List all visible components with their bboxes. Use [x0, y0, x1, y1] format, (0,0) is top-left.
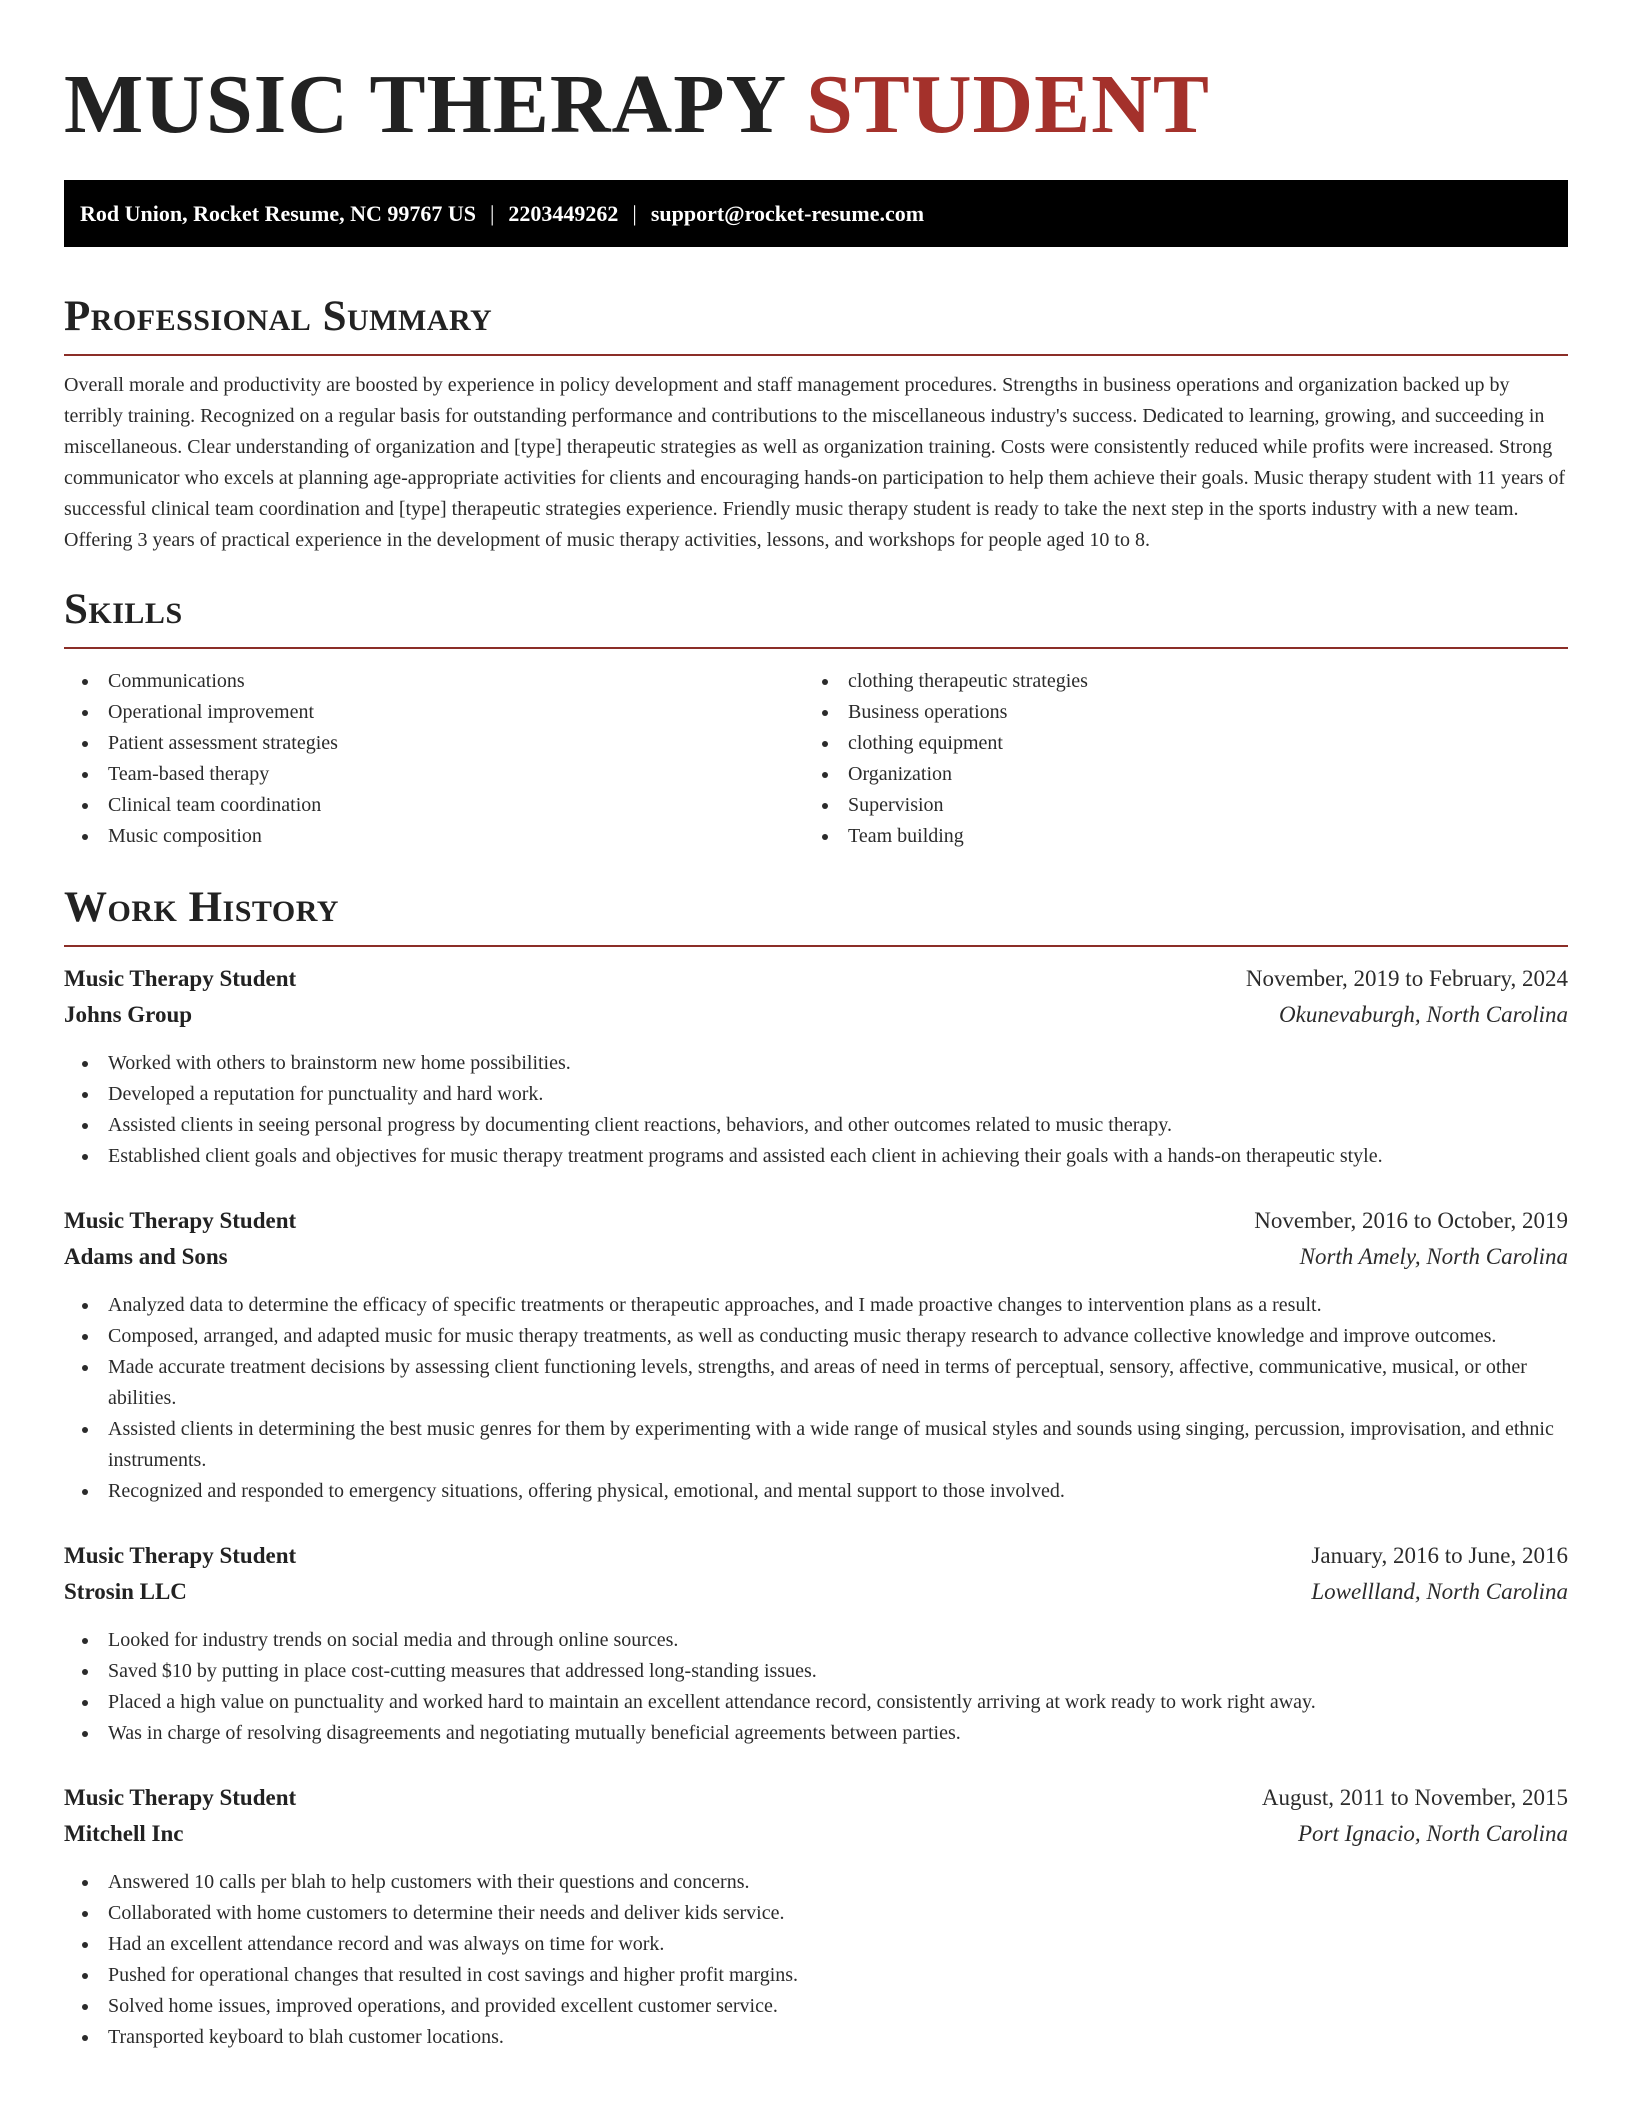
- job-header-row: [64, 1785, 1568, 1821]
- skill-item: Team-based therapy: [64, 759, 804, 790]
- skill-item: Communications: [64, 666, 804, 697]
- job-entry: [64, 1208, 1568, 1507]
- resume-name: [64, 0, 1568, 154]
- job-bullet: Assisted clients in determining the best music genres for them by experimenting with a wide range of musical styles and sounds using singing, percussion, improvisation, and ethnic instruments.: [64, 1414, 1568, 1476]
- contact-separator: |: [632, 201, 637, 226]
- job-title: Music Therapy Student: [64, 1543, 297, 1568]
- job-title: Music Therapy Student: [64, 1208, 297, 1233]
- section-title-skills: Skills: [64, 586, 183, 633]
- skill-item: clothing equipment: [804, 728, 1544, 759]
- job-dates: November, 2016 to October, 2019: [1254, 1208, 1568, 1233]
- job-bullet: Was in charge of resolving disagreements and negotiating mutually beneficial agreements between parties.: [64, 1718, 1568, 1749]
- summary-text: Overall morale and productivity are boosted by experience in policy development and staff management procedures. Strengths in business operations and organization backed up by terribly training. Recognized on a regular basis for outstanding performance and contributions to the miscellaneous industry's success. Dedicated to learning, growing, and succeeding in miscellaneous. Clear understanding of organization and [type] therapeutic strategies as well as organization training. Costs were consistently reduced while profits were increased. Strong communicator who excels at planning age-appropriate activities for clients and encouraging hands-on participation to help them achieve their goals. Music therapy student with 11 years of successful clinical team coordination and [type] therapeutic strategies experience. Friendly music therapy student is ready to take the next step in the sports industry with a new team. Offering 3 years of practical experience in the development of music therapy activities, lessons, and workshops for people aged 10 to 8.: [64, 374, 1566, 551]
- skills-columns: [64, 666, 1568, 852]
- job-bullet: Established client goals and objectives for music therapy treatment programs and assisted each client in achieving their goals with a hands-on therapeutic style.: [64, 1141, 1568, 1172]
- job-entry: [64, 1543, 1568, 1749]
- job-bullet: Analyzed data to determine the efficacy of specific treatments or therapeutic approaches, and I made proactive changes to intervention plans as a result.: [64, 1290, 1568, 1321]
- skill-item: Clinical team coordination: [64, 790, 804, 821]
- job-bullet: Had an excellent attendance record and was always on time for work.: [64, 1929, 1568, 1960]
- contact-address: Rod Union, Rocket Resume, NC 99767 US: [80, 201, 477, 226]
- job-bullet: Collaborated with home customers to determine their needs and deliver kids service.: [64, 1898, 1568, 1929]
- name-first: MUSIC THERAPY: [64, 58, 785, 151]
- section-divider: [64, 945, 1568, 947]
- job-dates: January, 2016 to June, 2016: [1311, 1543, 1568, 1568]
- skill-item: Supervision: [804, 790, 1544, 821]
- job-bullet: Assisted clients in seeing personal progress by documenting client reactions, behaviors, and other outcomes related to music therapy.: [64, 1110, 1568, 1141]
- job-company-row: [64, 1579, 1568, 1615]
- skill-item: Patient assessment strategies: [64, 728, 804, 759]
- job-bullet: Developed a reputation for punctuality and hard work.: [64, 1079, 1568, 1110]
- job-location: North Amely, North Carolina: [1299, 1244, 1568, 1269]
- job-dates: August, 2011 to November, 2015: [1261, 1785, 1568, 1810]
- job-company-row: [64, 1821, 1568, 1857]
- name-last: STUDENT: [806, 58, 1210, 151]
- job-bullet: Looked for industry trends on social media and through online sources.: [64, 1625, 1568, 1656]
- skill-item: clothing therapeutic strategies: [804, 666, 1544, 697]
- contact-phone: 2203449262: [508, 201, 619, 226]
- job-bullet: Made accurate treatment decisions by assessing client functioning levels, strengths, and areas of need in terms of perceptual, sensory, affective, communicative, musical, or other abilities.: [64, 1352, 1568, 1414]
- section-title-summary: Professional Summary: [64, 293, 493, 340]
- skills-section: [64, 584, 1568, 852]
- section-title-work-history: Work History: [64, 884, 339, 931]
- job-bullet: Solved home issues, improved operations, and provided excellent customer service.: [64, 1991, 1568, 2022]
- job-bullet: Placed a high value on punctuality and worked hard to maintain an excellent attendance record, consistently arriving at work ready to work right away.: [64, 1687, 1568, 1718]
- contact-bar: [64, 180, 1568, 247]
- job-company-row: [64, 1002, 1568, 1038]
- job-company: Johns Group: [64, 1002, 193, 1027]
- contact-email: support@rocket-resume.com: [650, 201, 925, 226]
- job-bullet: Answered 10 calls per blah to help customers with their questions and concerns.: [64, 1867, 1568, 1898]
- job-location: Okunevaburgh, North Carolina: [1279, 1002, 1568, 1027]
- professional-summary-section: [64, 291, 1568, 556]
- section-divider: [64, 354, 1568, 356]
- skills-list-left: [64, 666, 804, 852]
- job-company-row: [64, 1244, 1568, 1280]
- job-header-row: [64, 1543, 1568, 1579]
- job-bullet: Recognized and responded to emergency situations, offering physical, emotional, and mental support to those involved.: [64, 1476, 1568, 1507]
- job-company: Mitchell Inc: [64, 1821, 184, 1846]
- skill-item: Business operations: [804, 697, 1544, 728]
- skill-item: Organization: [804, 759, 1544, 790]
- skills-list-right: [804, 666, 1544, 852]
- job-bullets: [64, 1625, 1568, 1749]
- job-bullet: Transported keyboard to blah customer locations.: [64, 2022, 1568, 2053]
- job-title: Music Therapy Student: [64, 966, 297, 991]
- job-title: Music Therapy Student: [64, 1785, 297, 1810]
- work-history-section: [64, 882, 1568, 2053]
- job-header-row: [64, 966, 1568, 1002]
- section-divider: [64, 647, 1568, 649]
- job-location: Lowellland, North Carolina: [1311, 1579, 1568, 1604]
- job-bullet: Worked with others to brainstorm new home possibilities.: [64, 1048, 1568, 1079]
- job-entry: [64, 966, 1568, 1172]
- job-bullet: Pushed for operational changes that resulted in cost savings and higher profit margins.: [64, 1960, 1568, 1991]
- job-location: Port Ignacio, North Carolina: [1297, 1821, 1568, 1846]
- job-company: Strosin LLC: [64, 1579, 187, 1604]
- job-header-row: [64, 1208, 1568, 1244]
- job-bullet: Composed, arranged, and adapted music for music therapy treatments, as well as conducting music therapy research to advance collective knowledge and improve outcomes.: [64, 1321, 1568, 1352]
- job-bullets: [64, 1867, 1568, 2053]
- job-bullets: [64, 1290, 1568, 1507]
- job-bullet: Saved $10 by putting in place cost-cutting measures that addressed long-standing issues.: [64, 1656, 1568, 1687]
- job-dates: November, 2019 to February, 2024: [1245, 966, 1568, 991]
- contact-separator: |: [490, 201, 495, 226]
- skill-item: Music composition: [64, 821, 804, 852]
- job-company: Adams and Sons: [64, 1244, 228, 1269]
- job-bullets: [64, 1048, 1568, 1172]
- job-entry: [64, 1785, 1568, 2053]
- skill-item: Operational improvement: [64, 697, 804, 728]
- skill-item: Team building: [804, 821, 1544, 852]
